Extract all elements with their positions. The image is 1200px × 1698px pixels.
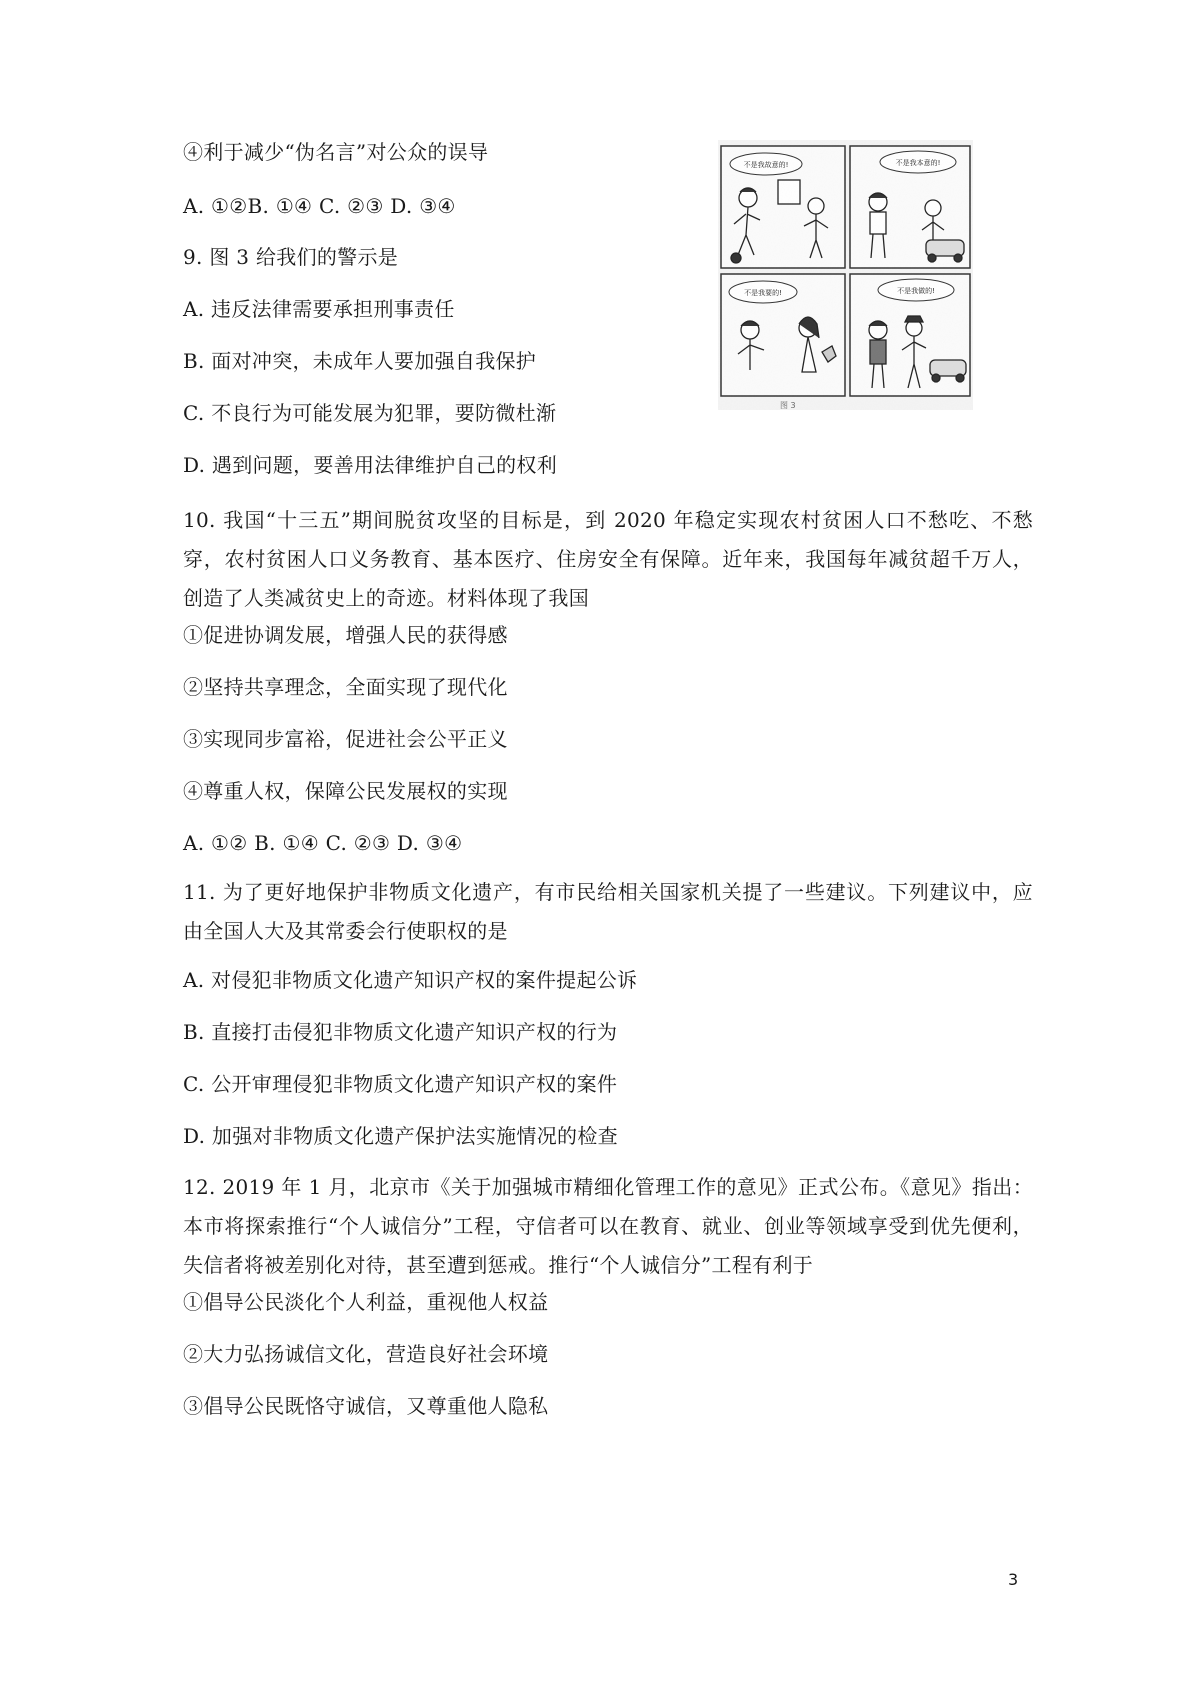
question-11-stem: 11. 为了更好地保护非物质文化遗产，有市民给相关国家机关提了一些建议。下列建议中，应由全国人大及其常委会行使职权的是 bbox=[183, 880, 1033, 943]
question-12-stem: 12. 2019 年 1 月，北京市《关于加强城市精细化管理工作的意见》正式公布。《意见》指出：本市将探索推行“个人诚信分”工程，守信者可以在教育、就业、创业等领域享受到优先便利，失信者将被差别化对待，甚至遭到惩戒。推行“个人诚信分”工程有利于 bbox=[183, 1175, 1033, 1277]
option-line: A. 对侵犯非物质文化遗产知识产权的案件提起公诉 bbox=[183, 968, 638, 992]
option-line: B. 面对冲突，未成年人要加强自我保护 bbox=[183, 349, 537, 373]
option-line: ①倡导公民淡化个人利益，重视他人权益 bbox=[183, 1290, 549, 1314]
figure-3-cartoon bbox=[718, 140, 973, 410]
question-9-stem: 9. 图 3 给我们的警示是 bbox=[183, 245, 399, 269]
option-line: C. 公开审理侵犯非物质文化遗产知识产权的案件 bbox=[183, 1072, 618, 1096]
cartoon-panels bbox=[718, 140, 973, 410]
answer-choices: A. ①②B. ①④ C. ②③ D. ③④ bbox=[183, 194, 456, 218]
option-line: D. 加强对非物质文化遗产保护法实施情况的检查 bbox=[183, 1124, 618, 1148]
option-line: ①促进协调发展，增强人民的获得感 bbox=[183, 623, 508, 647]
question-10-stem: 10. 我国“十三五”期间脱贫攻坚的目标是，到 2020 年稳定实现农村贫困人口不愁吃、不愁穿，农村贫困人口义务教育、基本医疗、住房安全有保障。近年来，我国每年减贫超千万人，创造了人类减贫史上的奇迹。材料体现了我国 bbox=[183, 508, 1033, 610]
option-line: C. 不良行为可能发展为犯罪，要防微杜渐 bbox=[183, 401, 557, 425]
answer-choices: A. ①② B. ①④ C. ②③ D. ③④ bbox=[183, 831, 463, 855]
option-line: ②坚持共享理念，全面实现了现代化 bbox=[183, 675, 508, 699]
option-line: ②大力弘扬诚信文化，营造良好社会环境 bbox=[183, 1342, 549, 1366]
figure-caption: 图 3 bbox=[780, 401, 796, 410]
option-line: ③倡导公民既恪守诚信，又尊重他人隐私 bbox=[183, 1394, 549, 1418]
option-line: ④尊重人权，保障公民发展权的实现 bbox=[183, 779, 508, 803]
option-line: ④利于减少“伪名言”对公众的误导 bbox=[183, 140, 489, 164]
option-line: B. 直接打击侵犯非物质文化遗产知识产权的行为 bbox=[183, 1020, 618, 1044]
option-line: A. 违反法律需要承担刑事责任 bbox=[183, 297, 455, 321]
option-line: ③实现同步富裕，促进社会公平正义 bbox=[183, 727, 508, 751]
option-line: D. 遇到问题，要善用法律维护自己的权利 bbox=[183, 453, 558, 477]
page-number: 3 bbox=[1008, 1570, 1019, 1589]
